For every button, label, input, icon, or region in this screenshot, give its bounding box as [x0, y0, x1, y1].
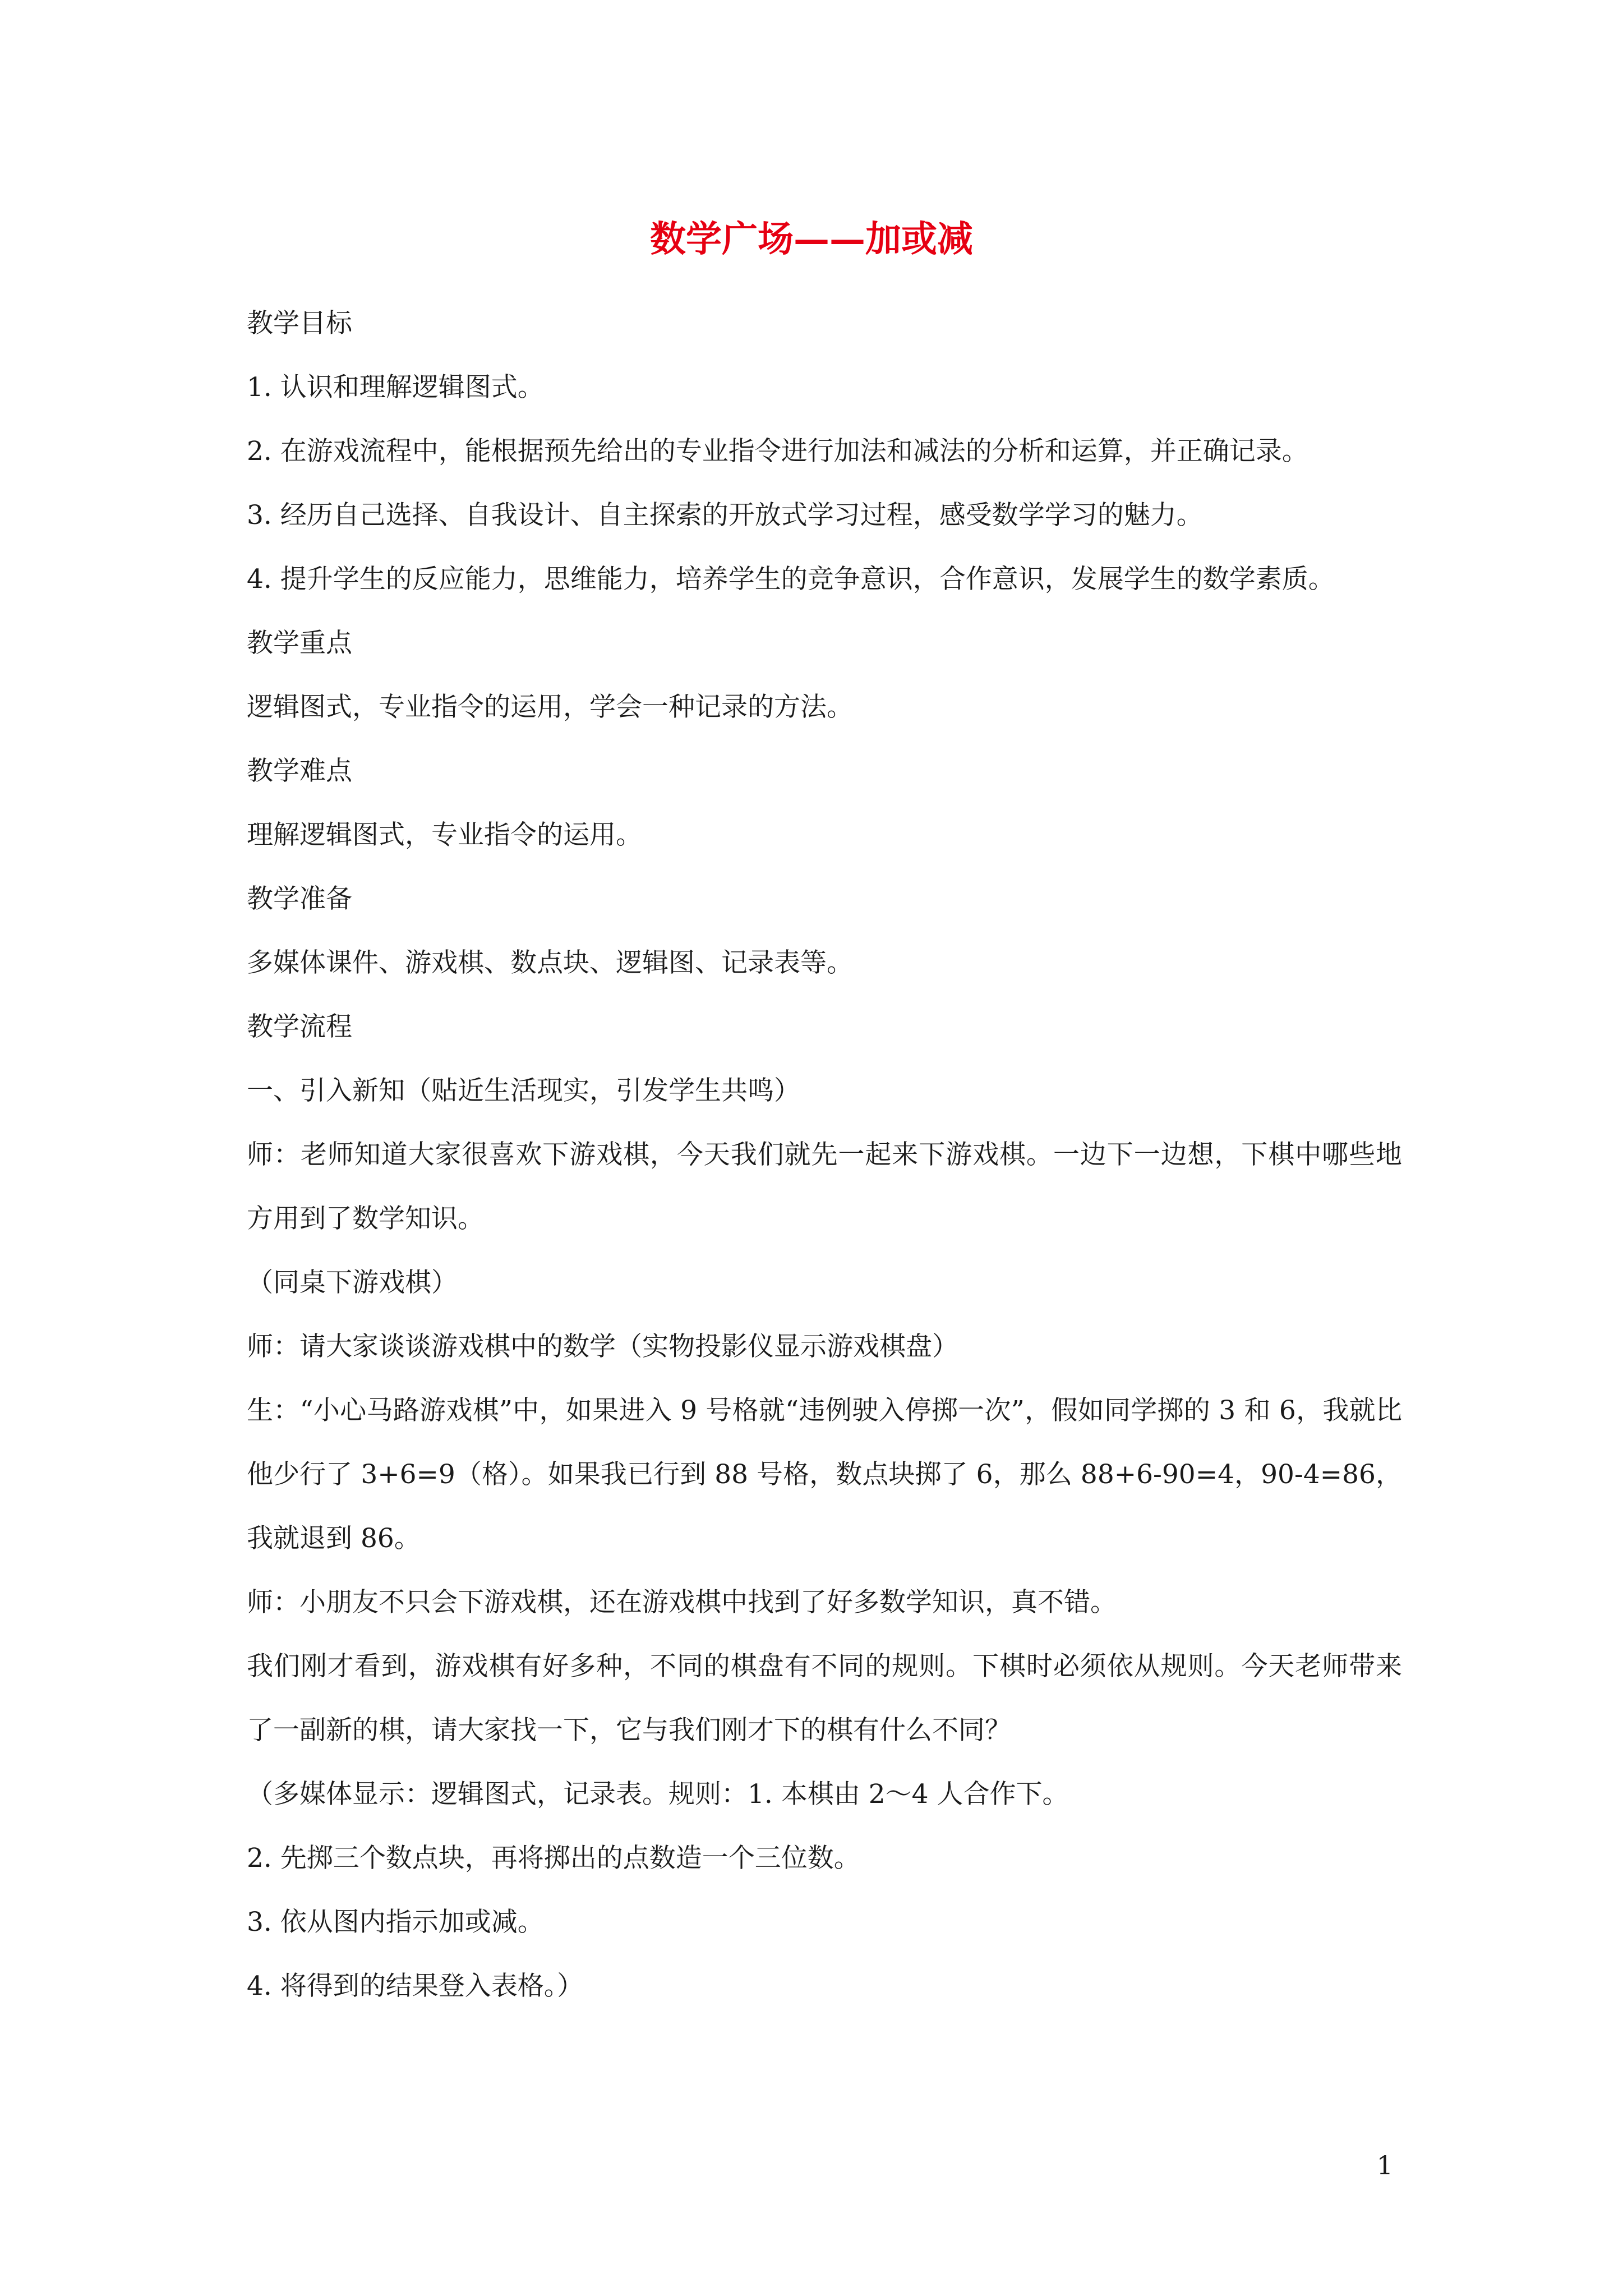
section-heading-preparation: 教学准备	[247, 884, 352, 914]
document-title: 数学广场——加或减	[650, 218, 973, 260]
section-heading-objectives: 教学目标	[247, 308, 352, 339]
process-step-1-heading: 一、引入新知（贴近生活现实，引发学生共鸣）	[247, 1075, 800, 1106]
objective-item-4: 4. 提升学生的反应能力，思维能力，培养学生的竞争意识，合作意识，发展学生的数学素质。	[247, 564, 1335, 595]
objective-item-2: 2. 在游戏流程中，能根据预先给出的专业指令进行加法和减法的分析和运算，并正确记录。	[247, 436, 1308, 467]
objective-item-1: 1. 认识和理解逻辑图式。	[247, 372, 544, 403]
key-points-text: 逻辑图式，专业指令的运用，学会一种记录的方法。	[247, 692, 853, 723]
page-number: 1	[1376, 2150, 1393, 2180]
teacher-line-3: 师：小朋友不只会下游戏棋，还在游戏棋中找到了好多数学知识，真不错。	[247, 1587, 1117, 1618]
teacher-line-1: 师：老师知道大家很喜欢下游戏棋，今天我们就先一起来下游戏棋。一边下一边想，下棋中哪些地方用到了数学知识。	[247, 1139, 1402, 1234]
section-heading-key-points: 教学重点	[247, 628, 352, 659]
rules-line-2: 2. 先掷三个数点块，再将掷出的点数造一个三位数。	[247, 1843, 860, 1874]
section-heading-difficulties: 教学难点	[247, 756, 352, 786]
rules-line-4: 4. 将得到的结果登入表格。）	[247, 1971, 584, 2001]
teacher-line-4: 我们刚才看到，游戏棋有好多种，不同的棋盘有不同的规则。下棋时必须依从规则。今天老师带来了一副新的棋，请大家找一下，它与我们刚才下的棋有什么不同？	[247, 1651, 1402, 1746]
teacher-line-2: 师：请大家谈谈游戏棋中的数学（实物投影仪显示游戏棋盘）	[247, 1331, 958, 1362]
document-body	[247, 292, 1402, 2018]
section-heading-process: 教学流程	[247, 1011, 352, 1042]
preparation-text: 多媒体课件、游戏棋、数点块、逻辑图、记录表等。	[247, 947, 853, 978]
difficulties-text: 理解逻辑图式，专业指令的运用。	[247, 820, 642, 850]
objective-item-3: 3. 经历自己选择、自我设计、自主探索的开放式学习过程，感受数学学习的魅力。	[247, 500, 1203, 531]
activity-note-1: （同桌下游戏棋）	[247, 1267, 458, 1298]
rules-line-1: （多媒体显示：逻辑图式，记录表。规则：1. 本棋由 2～4 人合作下。	[247, 1779, 1069, 1810]
student-line-1: 生：“小心马路游戏棋”中，如果进入 9 号格就“违例驶入停掷一次”，假如同学掷的 3 和 6，我就比他少行了 3+6=9（格）。如果我已行到 88 号格，数点块掷了 6，那么 88+6-90=4，90-4=86，我就退到 86。	[247, 1395, 1402, 1554]
rules-line-3: 3. 依从图内指示加或减。	[247, 1907, 544, 1938]
